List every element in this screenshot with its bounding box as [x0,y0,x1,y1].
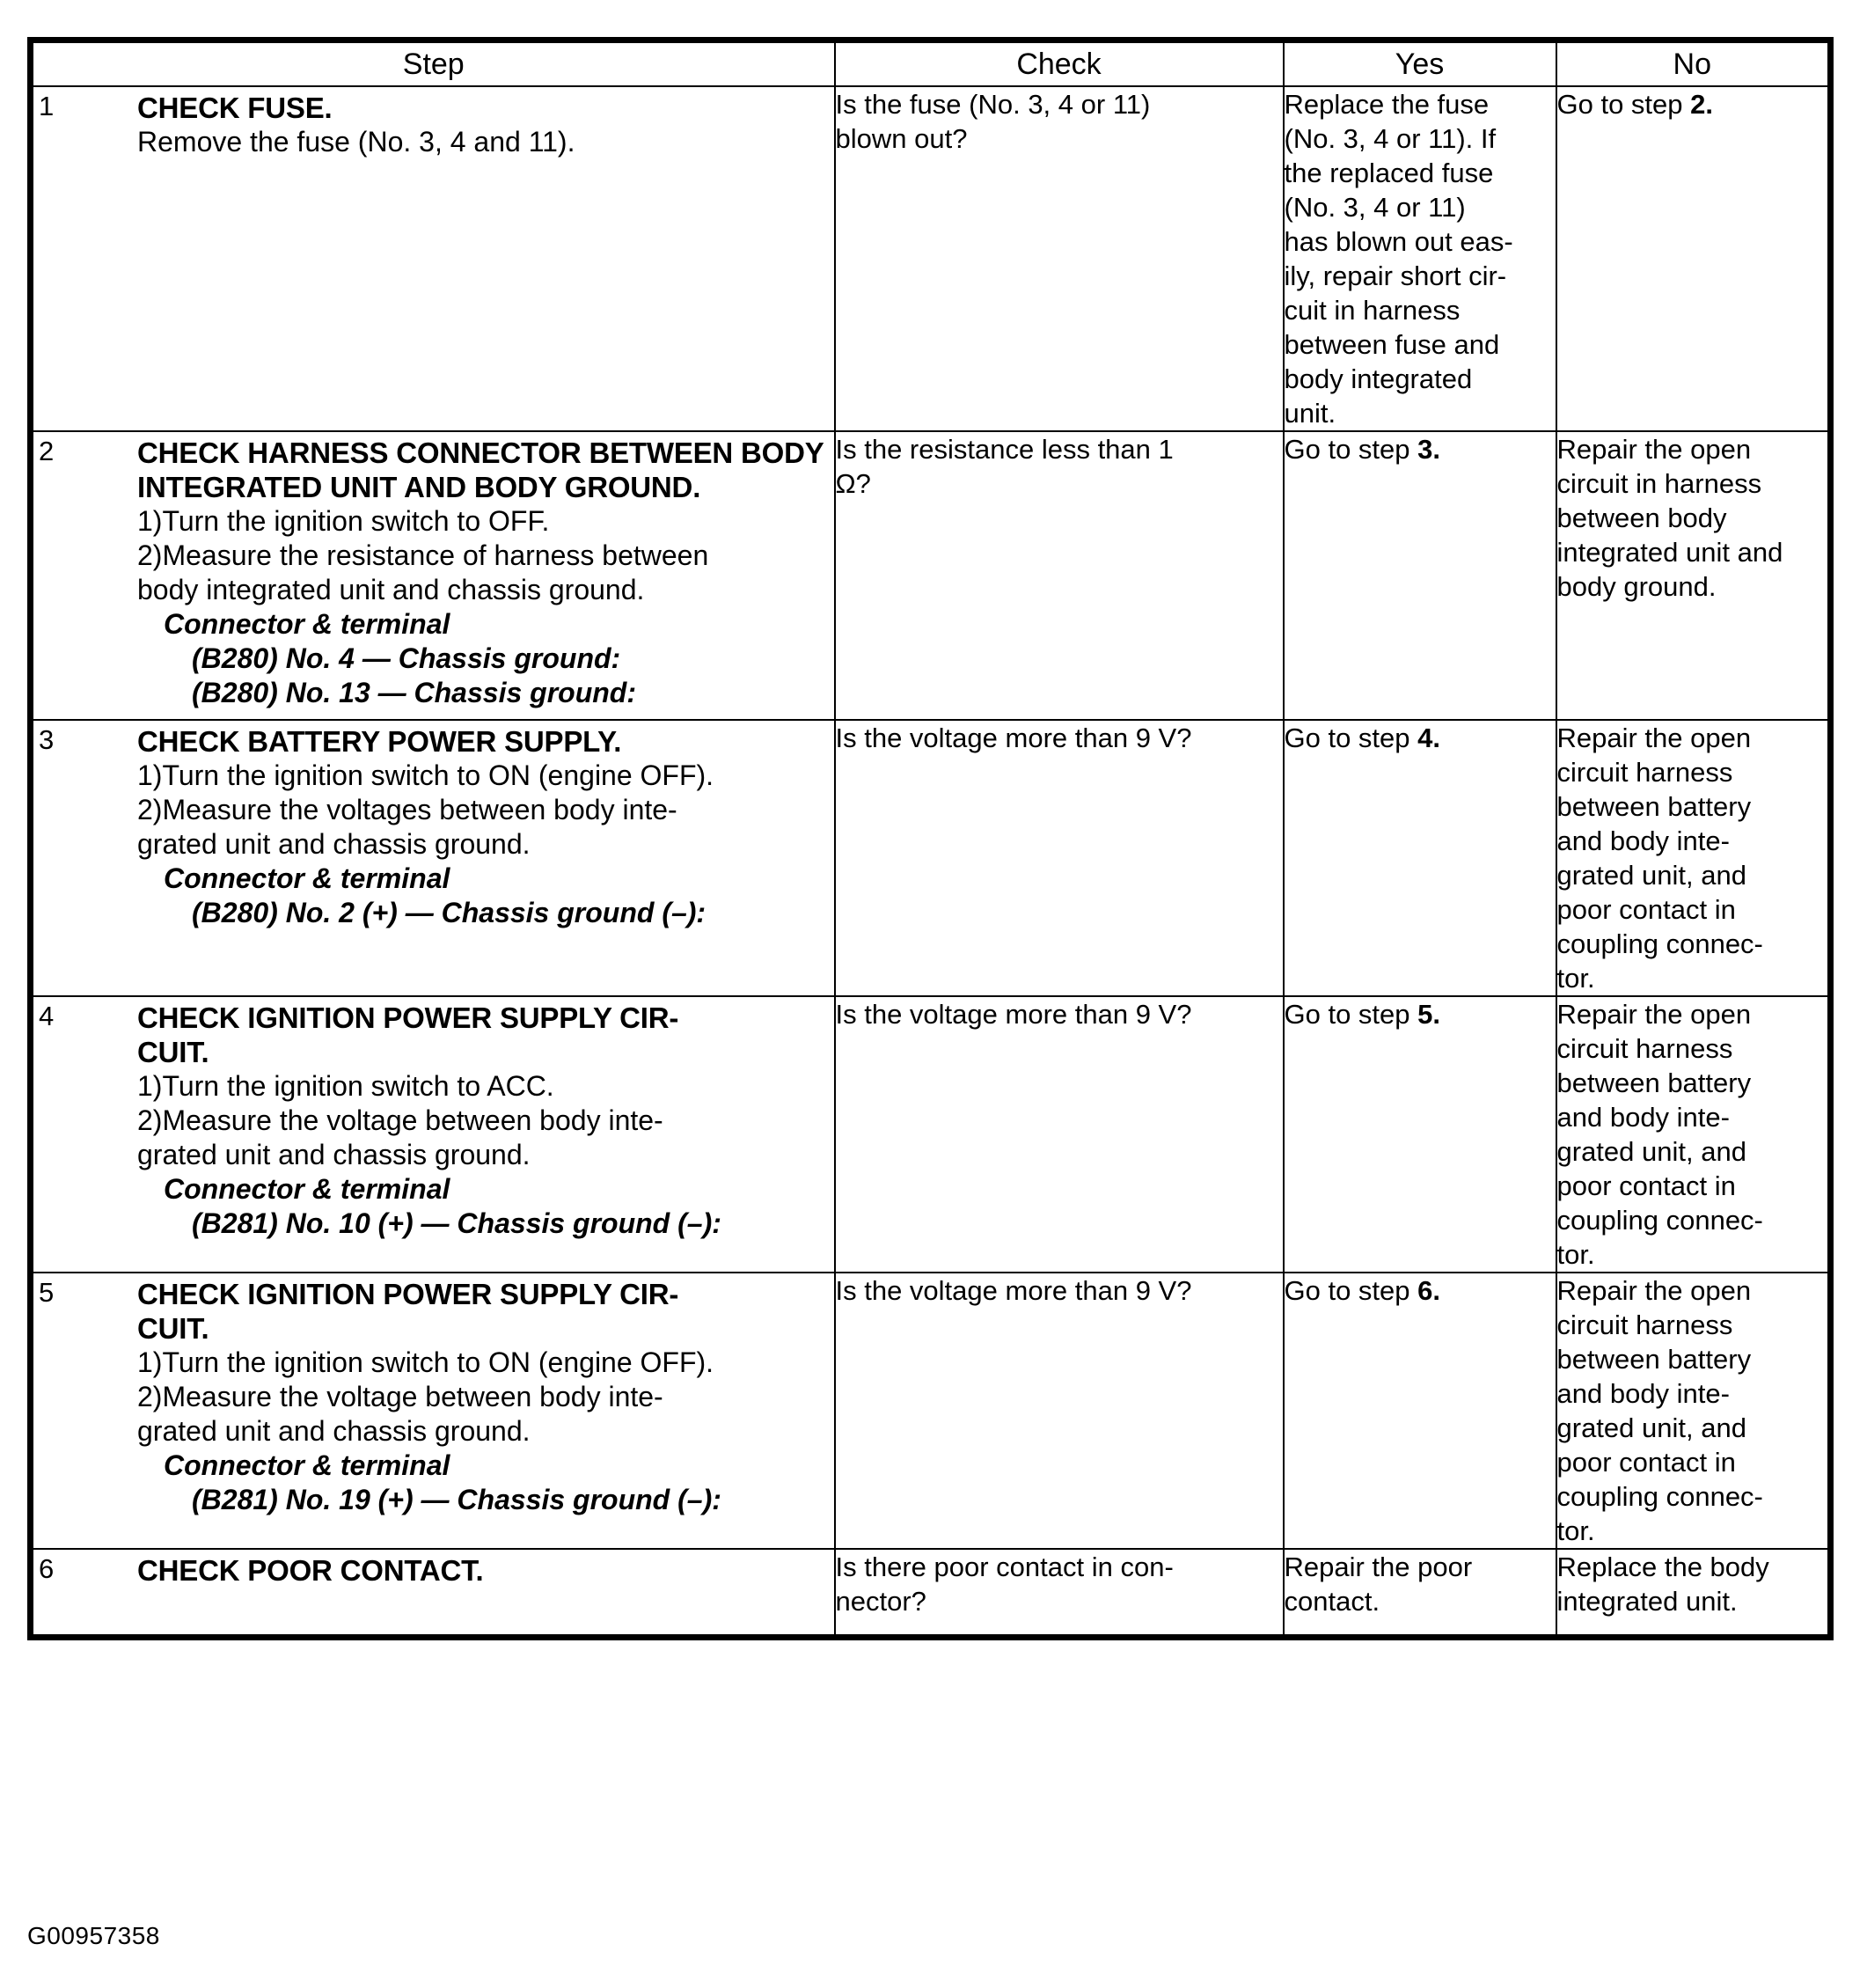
text-line: between fuse and [1284,329,1500,360]
text-line: and body inte- [1556,825,1730,856]
text-line: cuit in harness [1284,295,1461,326]
yes-cell [1284,1549,1556,1638]
step-cell [31,1273,835,1549]
text-line: Replace the body [1556,1552,1769,1582]
step-title [137,1001,825,1069]
step-number: 6 [39,1553,55,1584]
text-line: Go to step 4. [1284,723,1440,753]
step-reference: 4. [1417,723,1440,753]
check-cell [835,86,1284,431]
no-cell [1556,1549,1831,1638]
text-line: Repair the open [1556,434,1752,465]
yes-cell [1284,431,1556,720]
step-content [137,87,834,168]
text-line: nector? [835,1586,926,1617]
text-line: Repair the poor [1284,1552,1473,1582]
table-row [31,1549,1831,1638]
step-instruction-line: grated unit and chassis ground. [137,1139,531,1170]
step-title-line: CHECK IGNITION POWER SUPPLY CIR- [137,1278,679,1310]
no-cell [1556,86,1831,431]
connector-heading: Connector & terminal [164,1173,450,1205]
yes-cell [1284,1273,1556,1549]
step-cell [31,431,835,720]
text-line: between battery [1556,1344,1752,1375]
text-line: (No. 3, 4 or 11) [1284,192,1466,223]
text-line: Is the voltage more than 9 V? [835,723,1192,753]
step-title-line: CUIT. [137,1312,209,1345]
column-header-step: Step [31,40,835,87]
step-instruction-line: 1)Turn the ignition switch to ON (engine OFF). [137,1346,714,1378]
text-line: Is the resistance less than 1 [835,434,1174,465]
text-line: grated unit, and [1556,1136,1746,1167]
step-reference: 5. [1417,999,1440,1030]
step-content [137,997,834,1250]
no-cell [1556,1273,1831,1549]
step-content [137,1273,834,1526]
step-title-line: CHECK POOR CONTACT. [137,1554,484,1587]
table-row [31,720,1831,996]
text-line: Is the voltage more than 9 V? [835,1275,1192,1306]
check-cell [835,1273,1284,1549]
step-instruction-line: 1)Turn the ignition switch to ACC. [137,1070,554,1102]
step-instruction-line: 2)Measure the voltage between body inte- [137,1381,663,1412]
column-header-no: No [1556,40,1831,87]
text-line: has blown out eas- [1284,226,1513,257]
no-cell [1556,720,1831,996]
text-line: integrated unit and [1556,537,1783,568]
text-line: between battery [1556,1067,1752,1098]
text-line: ily, repair short cir- [1284,260,1507,291]
text-line: Go to step 6. [1284,1275,1440,1306]
text-line: Ω? [835,468,871,499]
check-cell [835,431,1284,720]
connector-terminal-line: (B281) No. 10 (+) — Chassis ground (–): [192,1207,721,1239]
step-reference: 6. [1417,1275,1440,1306]
step-cell [31,996,835,1273]
text-line: Is there poor contact in con- [835,1552,1174,1582]
step-content [137,721,834,939]
step-content [137,432,834,719]
step-instruction-line: 2)Measure the voltage between body inte- [137,1104,663,1136]
yes-cell [1284,996,1556,1273]
text-line: Go to step 2. [1556,89,1713,120]
text-line: Is the fuse (No. 3, 4 or 11) [835,89,1151,120]
text-line: tor. [1556,963,1595,994]
text-line: (No. 3, 4 or 11). If [1284,123,1497,154]
connector-heading: Connector & terminal [164,1449,450,1481]
step-number: 4 [39,1001,55,1031]
text-line: Repair the open [1556,723,1752,753]
column-header-check: Check [835,40,1284,87]
text-line: coupling connec- [1556,1481,1763,1512]
text-line: Go to step 5. [1284,999,1440,1030]
step-instruction-line: grated unit and chassis ground. [137,1415,531,1447]
table-row [31,996,1831,1273]
step-cell [31,86,835,431]
text-line: poor contact in [1556,1170,1736,1201]
text-line: circuit harness [1556,757,1733,788]
step-instruction-line: 2)Measure the resistance of harness between [137,539,709,571]
check-cell [835,996,1284,1273]
table-body [31,86,1831,1638]
step-title [137,91,825,125]
text-line: between battery [1556,791,1752,822]
text-line: poor contact in [1556,894,1736,925]
text-line: and body inte- [1556,1378,1730,1409]
header-row [31,40,1831,87]
step-reference: 2. [1690,89,1713,120]
text-line: Replace the fuse [1284,89,1490,120]
column-header-yes: Yes [1284,40,1556,87]
table-row [31,1273,1831,1549]
text-line: contact. [1284,1586,1380,1617]
step-title [137,436,825,504]
table-row [31,86,1831,431]
step-number: 1 [39,91,55,121]
connector-terminal-line: (B281) No. 19 (+) — Chassis ground (–): [192,1484,721,1515]
step-title-line: CUIT. [137,1036,209,1068]
step-cell [31,1549,835,1638]
text-line: and body inte- [1556,1102,1730,1133]
step-number: 5 [39,1277,55,1308]
step-reference: 3. [1417,434,1440,465]
yes-cell [1284,86,1556,431]
step-number: 3 [39,724,55,755]
step-title [137,1553,825,1588]
text-line: circuit in harness [1556,468,1762,499]
text-line: Repair the open [1556,999,1752,1030]
connector-heading: Connector & terminal [164,608,450,640]
connector-terminal-line: (B280) No. 13 — Chassis ground: [192,677,636,708]
table-header [31,40,1831,87]
step-content [137,1550,834,1596]
text-line: coupling connec- [1556,1205,1763,1236]
text-line: unit. [1284,398,1336,429]
step-instruction-line: Remove the fuse (No. 3, 4 and 11). [137,126,575,158]
table-row [31,431,1831,720]
text-line: blown out? [835,123,968,154]
step-number: 2 [39,436,55,466]
step-title-line: CHECK FUSE. [137,92,333,124]
text-line: the replaced fuse [1284,158,1494,188]
text-line: integrated unit. [1556,1586,1738,1617]
step-instruction-line: grated unit and chassis ground. [137,828,531,860]
text-line: Go to step 3. [1284,434,1440,465]
check-cell [835,720,1284,996]
step-instruction-line: body integrated unit and chassis ground. [137,574,645,605]
step-title-line: CHECK HARNESS CONNECTOR BETWEEN BODY [137,436,824,469]
text-line: poor contact in [1556,1447,1736,1478]
step-title-line: INTEGRATED UNIT AND BODY GROUND. [137,471,701,503]
connector-terminal-line: (B280) No. 2 (+) — Chassis ground (–): [192,897,707,928]
text-line: tor. [1556,1239,1595,1270]
figure-code: G00957358 [27,1922,160,1949]
text-line: tor. [1556,1515,1595,1546]
step-title-line: CHECK IGNITION POWER SUPPLY CIR- [137,1001,679,1034]
step-title [137,1277,825,1346]
text-line: grated unit, and [1556,860,1746,891]
check-cell [835,1549,1284,1638]
step-title [137,724,825,759]
yes-cell [1284,720,1556,996]
text-line: body integrated [1284,363,1473,394]
text-line: body ground. [1556,571,1717,602]
connector-heading: Connector & terminal [164,862,450,894]
step-title-line: CHECK BATTERY POWER SUPPLY. [137,725,622,758]
text-line: Is the voltage more than 9 V? [835,999,1192,1030]
no-cell [1556,996,1831,1273]
text-line: circuit harness [1556,1309,1733,1340]
text-line: grated unit, and [1556,1412,1746,1443]
step-instruction-line: 1)Turn the ignition switch to ON (engine OFF). [137,759,714,791]
text-line: between body [1556,503,1727,533]
text-line: circuit harness [1556,1033,1733,1064]
connector-terminal-line: (B280) No. 4 — Chassis ground: [192,642,621,674]
step-cell [31,720,835,996]
step-instruction-line: 1)Turn the ignition switch to OFF. [137,505,550,537]
no-cell [1556,431,1831,720]
text-line: coupling connec- [1556,928,1763,959]
text-line: Repair the open [1556,1275,1752,1306]
step-instruction-line: 2)Measure the voltages between body inte- [137,794,677,825]
diagnostic-table [27,37,1834,1640]
